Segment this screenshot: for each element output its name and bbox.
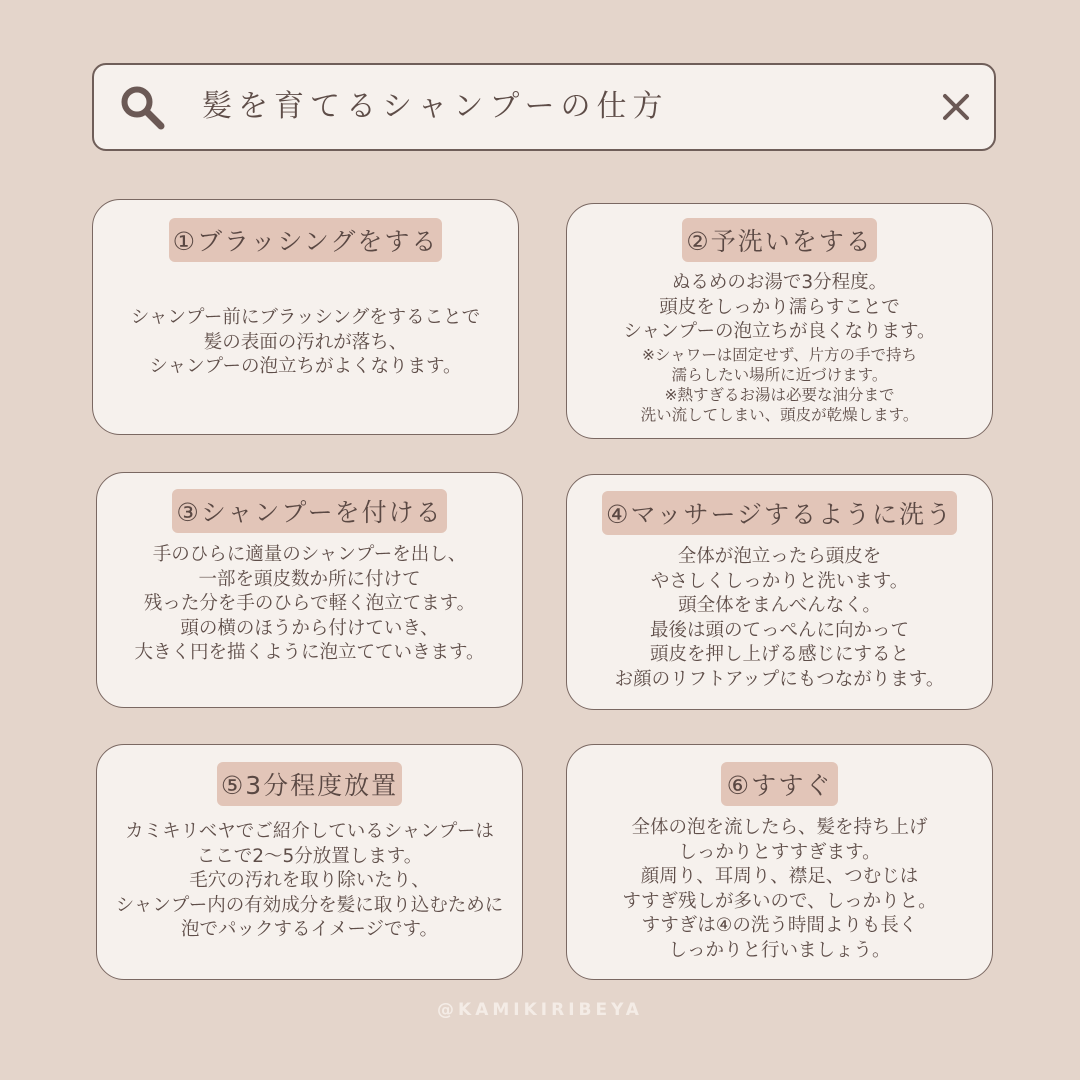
note-line: 洗い流してしまい、頭皮が乾燥します。 — [640, 405, 919, 424]
body-line: 残った分を手のひらで軽く泡立てます。 — [143, 593, 476, 614]
body-line: すすぎは④の洗う時間よりも長く — [641, 915, 918, 936]
step-card-brushing — [92, 199, 519, 435]
body-line: シャンプー前にブラッシングをすることで — [130, 307, 481, 328]
note-line: ※熱すぎるお湯は必要な油分まで — [664, 385, 895, 404]
note-line: ※シャワーは固定せず、片方の手で持ち — [642, 345, 917, 364]
search-bar[interactable] — [92, 63, 996, 151]
step-body — [567, 545, 992, 692]
step-card-apply-shampoo — [96, 472, 523, 708]
step-card-rinse — [566, 744, 993, 980]
body-line: 頭皮をしっかり濡らすことで — [659, 296, 900, 318]
step-body — [93, 306, 518, 380]
body-line: 泡でパックするイメージです。 — [181, 919, 438, 940]
body-line: シャンプーの泡立ちがよくなります。 — [149, 356, 462, 377]
step-title: ⑥すすぐ — [721, 762, 839, 806]
body-line: しっかりと行いましょう。 — [668, 939, 891, 961]
step-body — [567, 271, 992, 425]
body-line: お顔のリフトアップにもつながります。 — [614, 668, 945, 690]
body-line: 手のひらに適量のシャンプーを出し、 — [152, 544, 467, 565]
step-title: ④マッサージするように洗う — [602, 491, 957, 535]
body-line: やさしくしっかりと洗います。 — [650, 570, 909, 592]
body-line: ぬるめのお湯で3分程度。 — [671, 272, 888, 293]
step-title: ①ブラッシングをする — [169, 218, 443, 262]
search-icon[interactable] — [118, 83, 168, 133]
body-line: カミキリベヤでご紹介しているシャンプーは — [125, 821, 494, 842]
body-line: 最後は頭のてっぺんに向かって — [649, 619, 909, 641]
body-line: 一部を頭皮数か所に付けて — [198, 568, 421, 590]
step-card-massage-wash — [566, 474, 993, 710]
body-line: シャンプー内の有効成分を髪に取り込むために — [115, 894, 504, 916]
step-title: ②予洗いをする — [682, 218, 876, 262]
step-card-leave-on — [96, 744, 523, 980]
step-body — [97, 820, 522, 943]
body-line: 髪の表面の汚れが落ち、 — [203, 331, 408, 353]
body-line: 頭皮を押し上げる感じにすると — [649, 644, 909, 665]
body-line: 毛穴の汚れを取り除いたり、 — [189, 870, 430, 891]
body-line: シャンプーの泡立ちが良くなります。 — [623, 321, 936, 342]
body-line: 全体が泡立ったら頭皮を — [677, 546, 882, 567]
step-body — [97, 543, 522, 666]
step-body — [567, 816, 992, 963]
body-line: 顔周り、耳周り、襟足、つむじは — [640, 866, 919, 887]
watermark: @KAMIKIRIBEYA — [437, 1000, 643, 1020]
body-line: 頭の横のほうから付けていき、 — [180, 617, 439, 639]
step-card-prewash — [566, 203, 993, 439]
close-icon[interactable] — [940, 91, 972, 123]
body-line: 大きく円を描くように泡立てていきます。 — [134, 642, 485, 663]
step-title: ⑤3分程度放置 — [217, 762, 402, 806]
body-line: しっかりとすすぎます。 — [678, 841, 881, 863]
step-title: ③シャンプーを付ける — [172, 489, 446, 533]
note-line: 濡らしたい場所に近づけます。 — [671, 365, 888, 384]
body-line: 全体の泡を流したら、髪を持ち上げ — [631, 817, 928, 838]
body-line: 頭全体をまんべんなく。 — [678, 595, 881, 616]
body-line: すすぎ残しが多いので、しっかりと。 — [622, 890, 937, 912]
body-line: ここで2〜5分放置します。 — [196, 845, 423, 867]
search-input[interactable]: 髪を育てるシャンプーの仕方 — [202, 89, 669, 124]
